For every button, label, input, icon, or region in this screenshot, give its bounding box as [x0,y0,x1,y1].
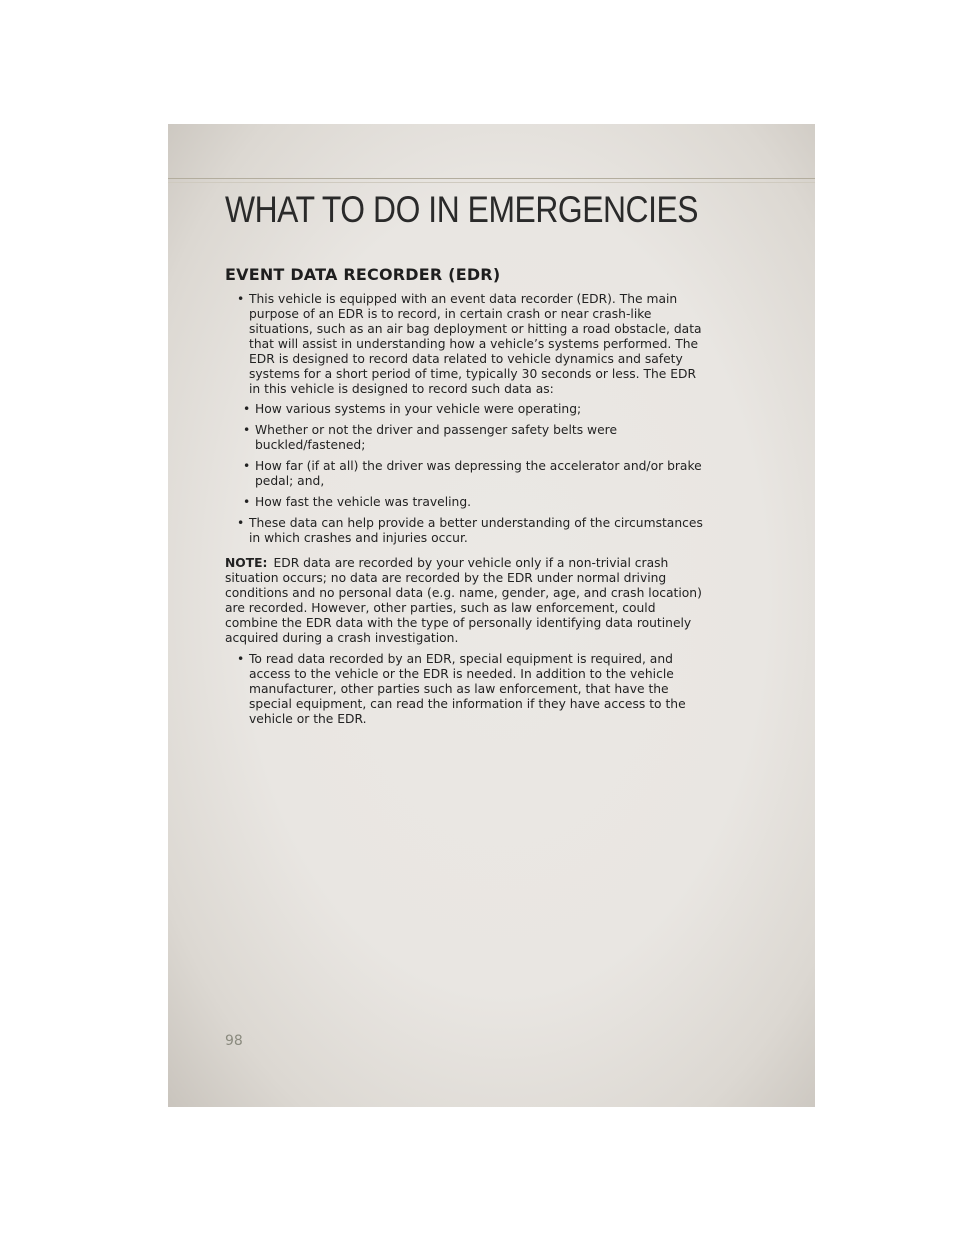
section-title: WHAT TO DO IN EMERGENCIES [225,189,699,230]
page-number: 98 [225,1033,243,1049]
bullet-icon: • [237,292,245,306]
list-item [225,516,705,546]
list-item-text: To read data recorded by an EDR, special equipment is required, and access to the vehicle or the EDR is needed. In addition to the vehicle manufacturer, other parties such as law enforcement, that have the special equipment, can read the information if they have access to the vehicle or the EDR. [249,652,686,726]
note-label: NOTE: [225,556,268,570]
bullet-icon: • [243,402,251,416]
bullet-icon: • [237,652,245,666]
bullet-icon: • [237,516,245,530]
list-item [225,292,705,397]
page-heading: EVENT DATA RECORDER (EDR) [225,265,501,284]
bullet-icon: • [243,423,251,437]
list-item [225,652,705,727]
list-item-text: This vehicle is equipped with an event data recorder (EDR). The main purpose of an EDR is to record, in certain crash or near crash-like situations, such as an air bag deployment or hitting a road obstacle, data that will assist in understanding how a vehicle’s systems performed. The EDR is designed to record data related to vehicle dynamics and safety systems for a short period of time, typically 30 seconds or less. The EDR in this vehicle is designed to record such data as: [249,292,702,396]
bullet-icon: • [243,459,251,473]
sub-list-item [225,423,705,453]
bullet-icon: • [243,495,251,509]
sub-list-item-text: How fast the vehicle was traveling. [255,495,472,509]
content-body [225,266,705,732]
sub-list-item-text: How various systems in your vehicle were operating; [255,402,582,416]
sub-list-item-text: How far (if at all) the driver was depressing the accelerator and/or brake pedal; and, [255,459,702,488]
manual-page [168,124,815,1107]
sub-list-item-text: Whether or not the driver and passenger safety belts were buckled/fastened; [255,423,618,452]
sub-list-item [225,459,705,489]
header-rule-secondary [168,182,815,183]
note-text: EDR data are recorded by your vehicle only if a non-trivial crash situation occurs; no data are recorded by the EDR under normal driving conditions and no personal data (e.g. name, gender, age, and crash location) are recorded. However, other parties, such as law enforcement, could combine the EDR data with the type of personally identifying data routinely acquired during a crash investigation. [225,556,702,645]
header-rule [168,178,815,179]
note-paragraph [225,556,705,646]
list-item-text: These data can help provide a better understanding of the circumstances in which crashes and injuries occur. [249,516,703,545]
sub-list-item [225,495,705,510]
sub-list-item [225,402,705,417]
